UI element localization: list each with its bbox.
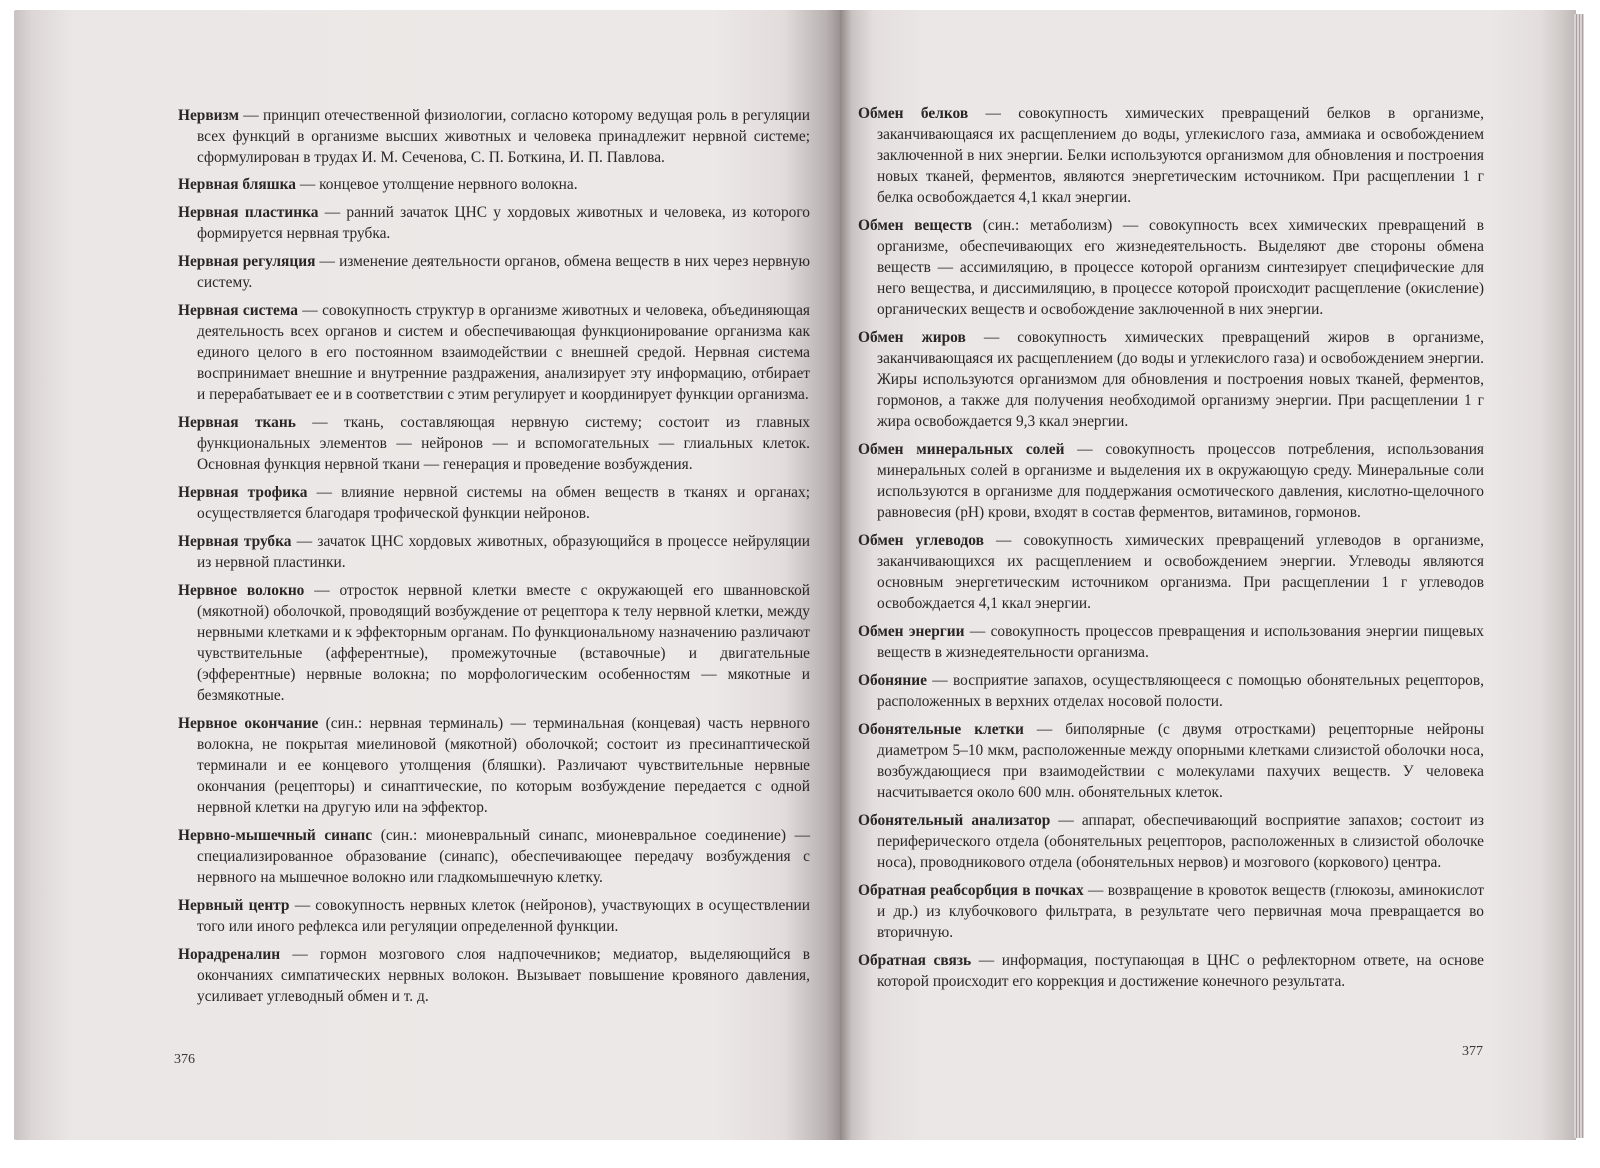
glossary-entry bbox=[178, 482, 810, 524]
glossary-entry bbox=[858, 103, 1484, 208]
glossary-entry bbox=[178, 174, 810, 195]
entry-term: Нервная система bbox=[178, 302, 298, 319]
entry-definition: — аппарат, обеспечивающий восприятие запахов; состоит из периферического отдела (обонятельных рецепторов, расположенных в слизистой оболочке носа), проводникового отдела (обонятельных нервов) и мозгового (коркового) центра. bbox=[877, 812, 1484, 871]
entry-term: Нервная пластинка bbox=[178, 204, 319, 221]
entry-definition: — совокупность процессов потребления, использования минеральных солей в организме и выделения их в окружающую среду. Минеральные соли используются в организме для поддержания осмотического давления, кислотно-щелочного равновесия (pH) крови, входят в состав ферментов, витаминов, гормонов. bbox=[877, 441, 1485, 521]
entry-definition: — зачаток ЦНС хордовых животных, образующийся в процессе нейруляции из нервной пластинки. bbox=[197, 533, 810, 571]
entry-definition: — влияние нервной системы на обмен веществ в тканях и органах; осуществляется благодаря трофической функции нейронов. bbox=[197, 484, 810, 522]
glossary-entry bbox=[178, 580, 810, 706]
glossary-entry bbox=[178, 105, 810, 168]
glossary-entry bbox=[858, 621, 1484, 663]
glossary-entry bbox=[858, 530, 1484, 614]
entry-term: Нервная трофика bbox=[178, 484, 308, 501]
entry-term: Обонятельные клетки bbox=[858, 721, 1024, 738]
entry-definition: — принцип отечественной физиологии, согласно которому ведущая роль в регуляции всех функций в организме высших животных и человека принадлежит нервной системе; сформулирован в трудах И. М. Сеченова, С. П. Боткина, И. П. Павлова. bbox=[197, 107, 810, 166]
entry-definition: — информация, поступающая в ЦНС о рефлекторном ответе, на основе которой происходит его коррекция и достижение конечного результата. bbox=[877, 952, 1484, 990]
entry-term: Нервизм bbox=[178, 107, 239, 124]
glossary-entry bbox=[178, 895, 810, 937]
glossary-entry bbox=[858, 327, 1484, 432]
glossary-entry bbox=[858, 950, 1484, 992]
entry-term: Обмен белков bbox=[858, 105, 969, 122]
entry-definition: — гормон мозгового слоя надпочечников; медиатор, выделяющийся в окончаниях симпатических нервных волокон. Вызывает повышение кровяного давления, усиливает углеводный обмен и т. д. bbox=[197, 946, 810, 1005]
entry-term: Нервное волокно bbox=[178, 582, 305, 599]
entry-definition: — отросток нервной клетки вместе с окружающей его шванновской (мякотной) оболочкой, проводящий возбуждение от рецептора к телу нервной клетки, между нервными клетками и к эффекторным органам. По функциональному назначению различают чувствительные (афферентные), промежуточные (вставочные) и двигательные (эфферентные) нервные волокна; по морфологическим особенностям — мякотные и безмякотные. bbox=[197, 582, 811, 704]
glossary-entry bbox=[178, 412, 810, 475]
glossary-entry bbox=[858, 439, 1484, 523]
page-edges bbox=[1574, 14, 1584, 1138]
entry-term: Обратная связь bbox=[858, 952, 972, 969]
entry-term: Нервное окончание bbox=[178, 715, 319, 732]
entry-term: Нервная бляшка bbox=[178, 176, 297, 193]
entry-definition: — биполярные (с двумя отростками) рецепторные нейроны диаметром 5–10 мкм, расположенные между опорными клетками слизистой оболочки носа, возбуждающиеся при взаимодействии с молекулами пахучих веществ. У человека насчитывается около 600 млн. обонятельных клеток. bbox=[877, 721, 1484, 801]
entry-definition: — совокупность нервных клеток (нейронов), участвующих в осуществлении того или иного рефлекса или регуляции определенной функции. bbox=[197, 897, 810, 935]
page-number-left: 376 bbox=[174, 1052, 195, 1067]
glossary-entry bbox=[858, 719, 1484, 803]
entry-definition: — ткань, составляющая нервную систему; состоит из главных функциональных элементов — нейронов — и вспомогательных — глиальных клеток. Основная функция нервной ткани — генерация и проведение возбуждения. bbox=[197, 414, 810, 473]
entry-definition: — ранний зачаток ЦНС у хордовых животных и человека, из которого формируется нервная трубка. bbox=[197, 204, 810, 242]
entry-term: Обонятельный анализатор bbox=[858, 812, 1051, 829]
entry-term: Обмен минеральных солей bbox=[858, 441, 1065, 458]
entry-term: Нервная ткань bbox=[178, 414, 296, 431]
entry-term: Нервно-мышечный синапс bbox=[178, 827, 373, 844]
entry-definition: — совокупность химических превращений белков в организме, заканчивающаяся их расщеплением до воды, углекислого газа, аммиака и освобождением заключенной в них энергии. Белки используются организмом для обновления и построения новых тканей, ферментов, являются энергетическим источником. При расщеплении 1 г белка освобождается 4,1 ккал энергии. bbox=[877, 105, 1484, 206]
glossary-entry bbox=[858, 215, 1484, 320]
entry-term: Нервная трубка bbox=[178, 533, 292, 550]
entry-term: Обмен углеводов bbox=[858, 532, 984, 549]
glossary-entry bbox=[178, 202, 810, 244]
entry-definition: (син.: метаболизм) — совокупность всех химических превращений в организме, обеспечивающих его жизнедеятельность. Выделяют две стороны обмена веществ — ассимиляцию, в процессе которой организм синтезирует специфические для него вещества, и диссимиляцию, в процессе которой происходит расщепление (окисление) органических веществ и освобождение заключенной в них энергии. bbox=[877, 217, 1484, 318]
left-page bbox=[14, 10, 840, 1140]
entry-definition: — концевое утолщение нервного волокна. bbox=[296, 176, 578, 193]
entry-term: Обмен жиров bbox=[858, 329, 966, 346]
entry-term: Обоняние bbox=[858, 672, 927, 689]
entry-definition: — совокупность химических превращений жиров в организме, заканчивающаяся их расщеплением (до воды и углекислого газа) и освобождением энергии. Жиры используются организмом для обновления и построения новых тканей, ферментов, гормонов, а также для получения необходимой организму энергии. При расщеплении 1 г жира освобождается 9,3 ккал энергии. bbox=[877, 329, 1485, 430]
page-number-right: 377 bbox=[1462, 1044, 1483, 1059]
glossary-entry bbox=[178, 944, 810, 1007]
glossary-entry bbox=[178, 825, 810, 888]
entry-definition: — совокупность структур в организме животных и человека, объединяющая деятельность всех органов и систем и обеспечивающая функционирование организма как единого целого в его постоянном взаимодействии с внешней средой. Нервная система воспринимает внешние и внутренние раздражения, анализирует эту информацию, отбирает и перерабатывает ее и в соответствии с этим регулирует и координирует функции организма. bbox=[197, 302, 810, 403]
entry-term: Нервный центр bbox=[178, 897, 290, 914]
glossary-list-left bbox=[178, 105, 810, 1014]
glossary-entry bbox=[178, 300, 810, 405]
entry-term: Обратная реабсорбция в почках bbox=[858, 882, 1084, 899]
glossary-entry bbox=[178, 251, 810, 293]
entry-term: Обмен энергии bbox=[858, 623, 965, 640]
glossary-entry bbox=[178, 713, 810, 818]
entry-definition: — совокупность химических превращений углеводов в организме, заканчивающихся их расщеплением и освобождением энергии. Углеводы являются основным энергетическим источником организма. При расщеплении 1 г углеводов освобождается 4,1 ккал энергии. bbox=[877, 532, 1485, 612]
right-page bbox=[840, 10, 1576, 1140]
entry-term: Обмен веществ bbox=[858, 217, 973, 234]
glossary-list-right bbox=[858, 103, 1484, 999]
glossary-entry bbox=[178, 531, 810, 573]
glossary-entry bbox=[858, 880, 1484, 943]
entry-term: Нервная регуляция bbox=[178, 253, 316, 270]
entry-definition: (син.: нервная терминаль) — терминальная (концевая) часть нервного волокна, не покрытая миелиновой (мякотной) оболочкой; состоит из пресинаптической терминали и ее концевого утолщения (бляшки). Различают чувствительные нервные окончания (рецепторы) и синаптические, по которым возбуждение передается с одной нервной клетки на другую или на эффектор. bbox=[197, 715, 810, 816]
entry-definition: — совокупность процессов превращения и использования энергии пищевых веществ в жизнедеятельности организма. bbox=[877, 623, 1484, 661]
entry-definition: — восприятие запахов, осуществляющееся с помощью обонятельных рецепторов, расположенных в верхних отделах носовой полости. bbox=[877, 672, 1484, 710]
glossary-entry bbox=[858, 810, 1484, 873]
entry-definition: — возвращение в кровоток веществ (глюкозы, аминокислот и др.) из клубочкового фильтрата, в результате чего первичная моча превращается во вторичную. bbox=[877, 882, 1484, 941]
open-book bbox=[14, 10, 1584, 1158]
glossary-entry bbox=[858, 670, 1484, 712]
entry-term: Норадреналин bbox=[178, 946, 281, 963]
entry-definition: — изменение деятельности органов, обмена веществ в них через нервную систему. bbox=[197, 253, 810, 291]
entry-definition: (син.: мионевральный синапс, мионевральное соединение) — специализированное образование (синапс), обеспечивающее передачу возбуждения с нервного на мышечное волокно или гладкомышечную клетку. bbox=[197, 827, 810, 886]
